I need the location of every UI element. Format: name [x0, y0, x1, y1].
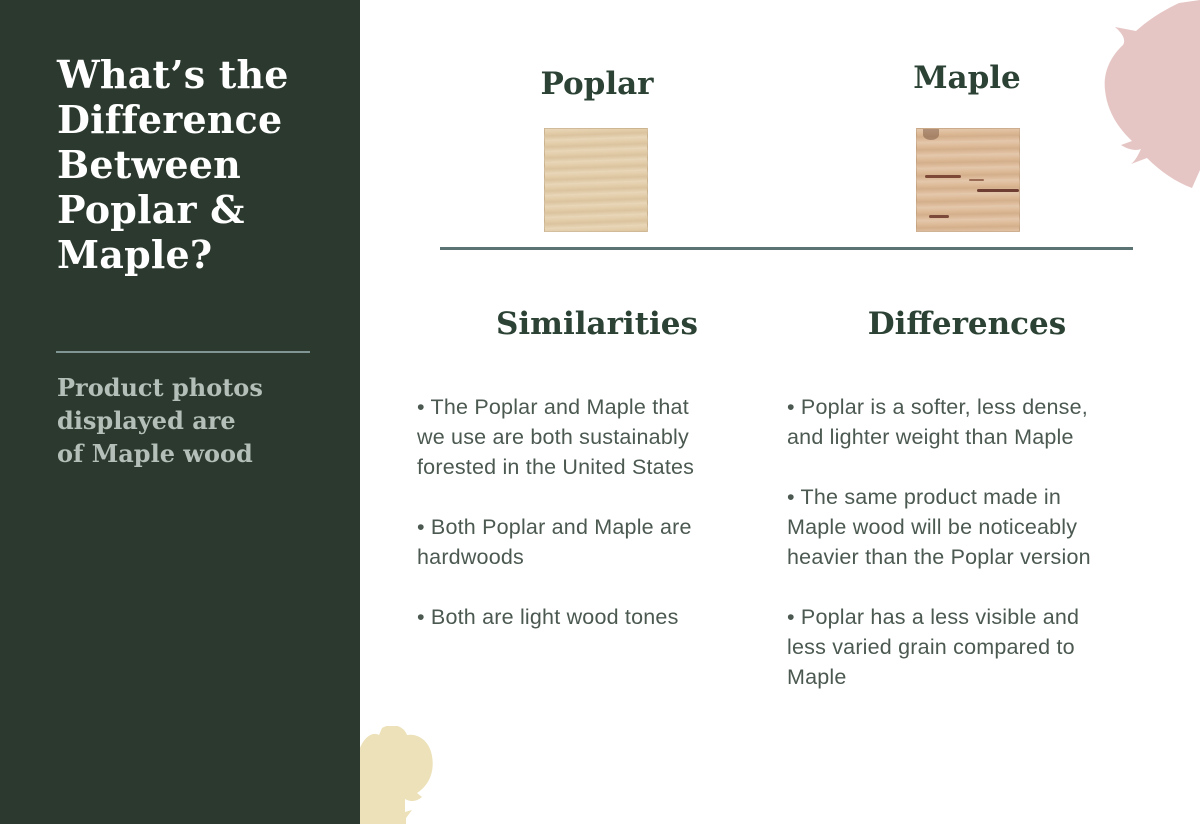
- maple-wood-swatch: [916, 128, 1020, 232]
- maple-grain-streak: [969, 179, 984, 181]
- list-item: • The same product made in Maple wood will be noticeably heavier than the Poplar version: [787, 485, 1091, 569]
- panel-divider: [56, 351, 310, 353]
- similarities-heading: Similarities: [496, 306, 698, 342]
- horizontal-rule: [440, 247, 1133, 250]
- list-item: • The Poplar and Maple that we use are both sustainably forested in the United States: [417, 395, 695, 479]
- list-item: • Poplar has a less visible and less varied grain compared to Maple: [787, 605, 1080, 689]
- pink-leaf-decoration-icon: [1100, 0, 1200, 195]
- left-panel: [0, 0, 360, 824]
- maple-grain-streak: [923, 129, 939, 140]
- maple-grain-streak: [977, 189, 1019, 192]
- cream-flower-decoration-icon: [360, 726, 438, 824]
- list-item: • Both Poplar and Maple are hardwoods: [417, 515, 692, 569]
- panel-note: Product photos displayed are of Maple wood: [57, 373, 263, 468]
- similarities-list: [417, 392, 722, 662]
- poplar-heading: Poplar: [540, 66, 654, 102]
- poplar-wood-swatch: [544, 128, 648, 232]
- list-item: • Both are light wood tones: [417, 605, 679, 629]
- differences-list: [787, 392, 1122, 722]
- list-item: • Poplar is a softer, less dense, and lighter weight than Maple: [787, 395, 1088, 449]
- differences-heading: Differences: [867, 306, 1067, 342]
- maple-grain-streak: [929, 215, 949, 218]
- maple-heading: Maple: [913, 60, 1021, 96]
- maple-grain-streak: [925, 175, 961, 178]
- page-title: What’s the Difference Between Poplar & Maple?: [57, 52, 289, 277]
